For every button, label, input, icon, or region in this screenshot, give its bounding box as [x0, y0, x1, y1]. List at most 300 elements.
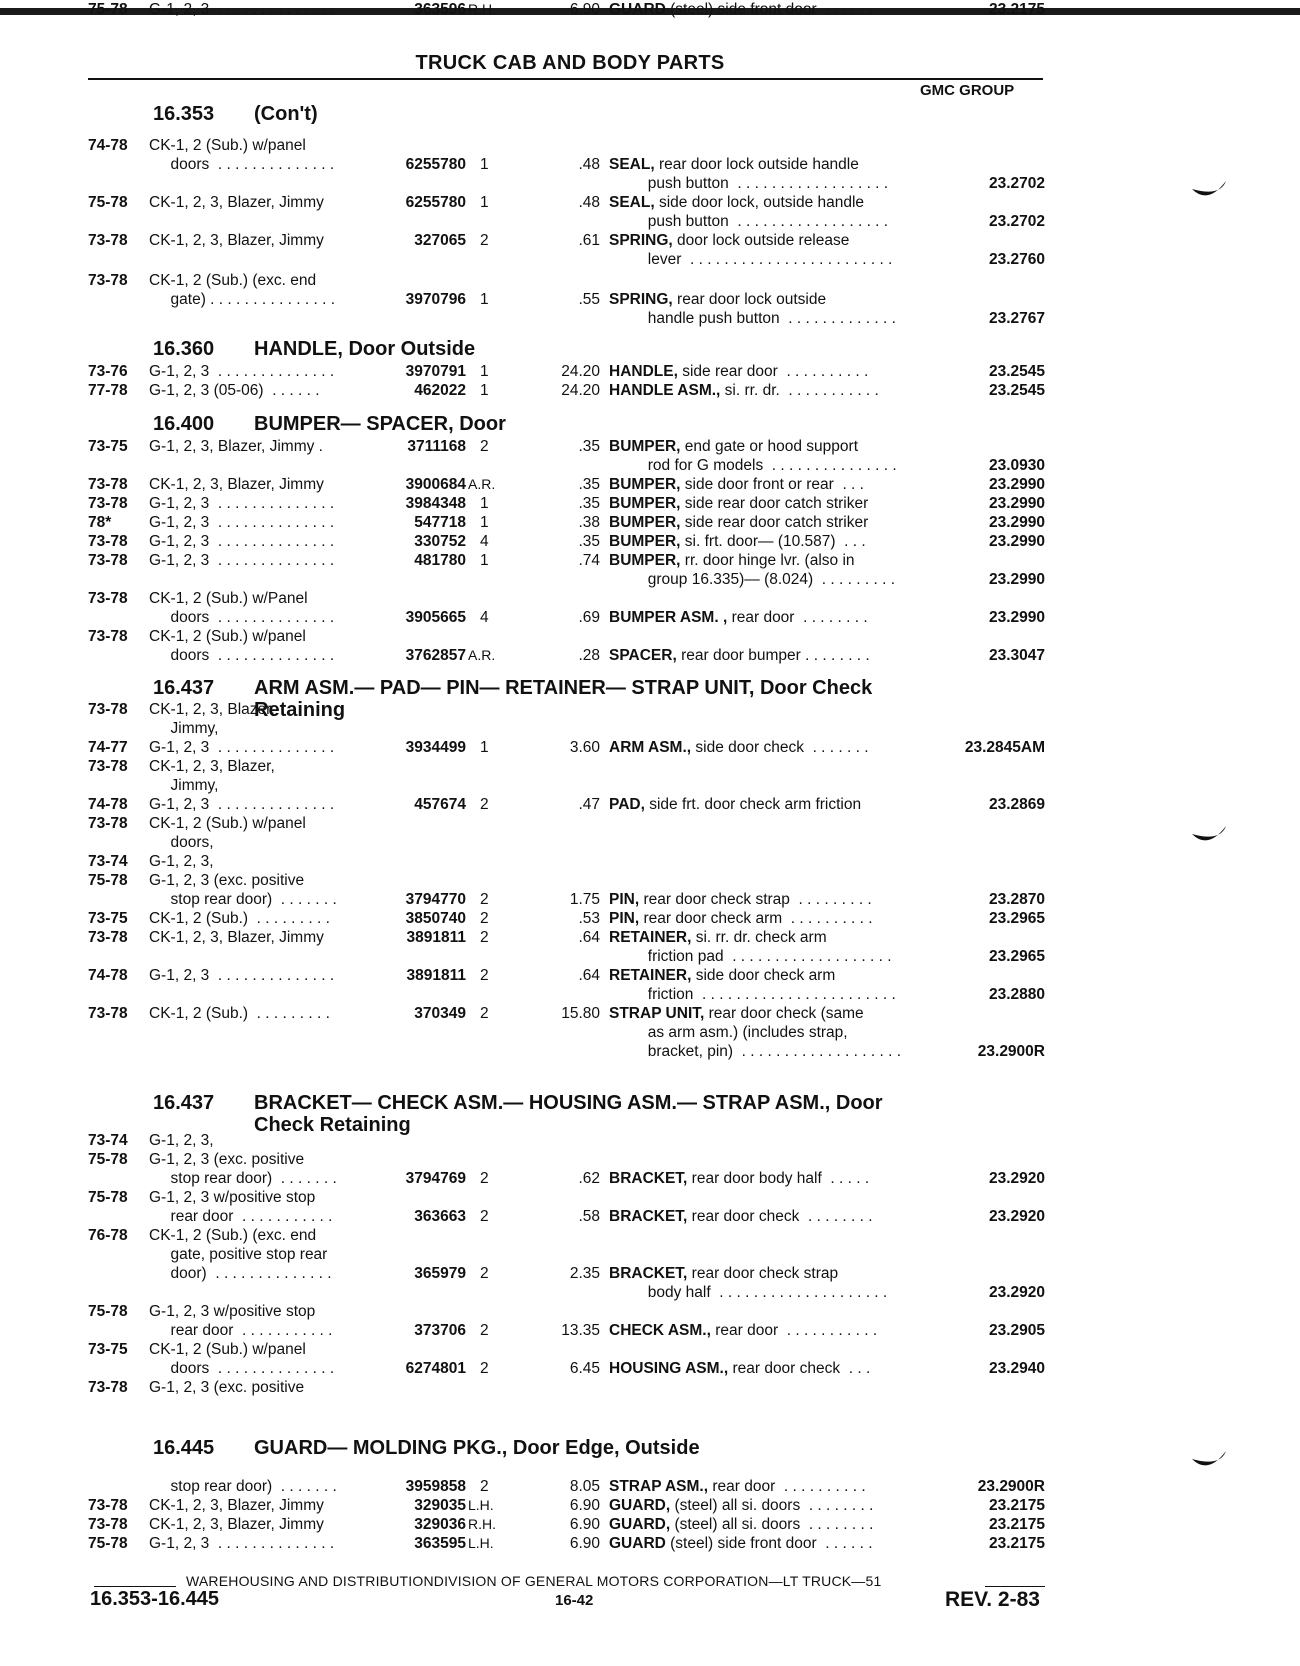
model-applicability: stop rear door) . . . . . . .: [149, 1170, 337, 1187]
section-number: 16.360: [153, 338, 215, 360]
model-years: 75-78: [88, 1303, 128, 1320]
section-number: 16.437: [153, 1092, 215, 1114]
model-applicability: CK-1, 2 (Sub.) w/panel: [149, 815, 306, 832]
model-applicability: G-1, 2, 3,: [149, 1132, 214, 1149]
part-number: 3794769: [405, 1170, 466, 1187]
part-name: BRACKET,: [609, 1170, 688, 1187]
description-text: rear door check . . .: [728, 1360, 871, 1377]
group-number: 23.2990: [988, 571, 1045, 588]
description-text: rod for G models . . . . . . . . . . . . . . .: [609, 457, 897, 474]
price: .38: [578, 514, 600, 531]
section-title: (Con't): [254, 103, 318, 125]
price: .64: [578, 929, 600, 946]
model-applicability: door) . . . . . . . . . . . . . .: [149, 1265, 332, 1282]
group-number: 23.2702: [988, 175, 1045, 192]
price: 8.05: [569, 1478, 600, 1495]
section-number: 16.353: [153, 103, 215, 125]
model-applicability: Jimmy,: [149, 777, 219, 794]
part-name: GUARD,: [609, 1497, 671, 1514]
part-name: ARM ASM.,: [609, 739, 692, 756]
model-years: 73-78: [88, 1516, 128, 1533]
model-applicability: G-1, 2, 3 . . . . . . . . . . . . . .: [149, 533, 335, 550]
description-text: rear door bumper . . . . . . . .: [676, 647, 870, 664]
part-number: 3959858: [405, 1478, 466, 1495]
description-text: friction pad . . . . . . . . . . . . . . . . . . .: [609, 948, 892, 965]
description-text: (steel) side front door . . . . . .: [665, 1, 873, 18]
part-number: 6255780: [405, 156, 466, 173]
quantity: 2: [480, 891, 489, 908]
price: .62: [578, 1170, 600, 1187]
group-number: 23.2870: [988, 891, 1045, 908]
part-number: 3905665: [405, 609, 466, 626]
group-number: 23.2920: [988, 1284, 1045, 1301]
part-name: BUMPER,: [609, 495, 681, 512]
description-text: rear door check strap . . . . . . . . .: [639, 891, 872, 908]
section-heading: [153, 413, 506, 435]
part-name: GUARD: [609, 1535, 666, 1552]
price: 6.90: [569, 1535, 600, 1552]
price: 6.90: [569, 1497, 600, 1514]
model-applicability: CK-1, 2 (Sub.) . . . . . . . . .: [149, 1005, 330, 1022]
group-number: 23.2900R: [977, 1043, 1045, 1060]
model-applicability: G-1, 2, 3 w/positive stop: [149, 1189, 316, 1206]
model-applicability: G-1, 2, 3 . . . . . . . . . . . . . .: [149, 1535, 335, 1552]
quantity: 1: [480, 363, 489, 380]
model-applicability: doors,: [149, 834, 214, 851]
group-number: 23.2845AM: [964, 739, 1045, 756]
part-number: 6255780: [405, 194, 466, 211]
quantity-note: A.R.: [468, 647, 496, 663]
part-number: 3794770: [405, 891, 466, 908]
part-name: SEAL,: [609, 194, 655, 211]
description-text: rear door lock outside: [672, 291, 827, 308]
quantity: 2: [480, 929, 489, 946]
model-years: 73-75: [88, 910, 128, 927]
group-number: 23.2175: [988, 1535, 1045, 1552]
part-number: 363595: [414, 1535, 466, 1552]
description-text: side door lock, outside handle: [654, 194, 865, 211]
part-description: [609, 928, 979, 947]
part-number: 3891811: [406, 967, 466, 984]
model-years: 75-78: [88, 1151, 128, 1168]
model-years: 74-77: [88, 739, 128, 756]
model-years: 75-78: [88, 194, 128, 211]
description-text: side rear door catch striker: [680, 495, 869, 512]
model-applicability: G-1, 2, 3 . . . . . . . . . . . . . .: [149, 552, 335, 569]
section-heading: [153, 1092, 883, 1136]
model-applicability: rear door . . . . . . . . . . .: [149, 1208, 333, 1225]
price: 24.20: [561, 363, 600, 380]
quantity: 1: [480, 382, 489, 399]
part-number: 330752: [414, 533, 466, 550]
model-years: 73-78: [88, 476, 128, 493]
description-text: bracket, pin) . . . . . . . . . . . . . . . . . . .: [609, 1043, 901, 1060]
group-number: 23.2965: [988, 910, 1045, 927]
description-text: body half . . . . . . . . . . . . . . . . . . . .: [609, 1284, 888, 1301]
quantity-note: R.H.: [468, 1516, 496, 1532]
description-text: si. frt. door— (10.587) . . .: [680, 533, 866, 550]
group-number: 23.2990: [988, 495, 1045, 512]
part-name: SEAL,: [609, 156, 655, 173]
section-title: GUARD— MOLDING PKG., Door Edge, Outside: [254, 1437, 700, 1459]
price: .74: [578, 552, 600, 569]
binder-punch-mark: [1190, 1445, 1230, 1475]
model-applicability: G-1, 2, 3 (exc. positive: [149, 1151, 305, 1168]
part-name: SPRING,: [609, 291, 673, 308]
part-number: 373706: [414, 1322, 466, 1339]
quantity: 2: [480, 1360, 489, 1377]
price: 6.90: [569, 1, 600, 18]
price: 6.45: [569, 1360, 600, 1377]
model-applicability: G-1, 2, 3 (exc. positive: [149, 872, 305, 889]
group-number: 23.2990: [988, 609, 1045, 626]
group-number: 23.2760: [988, 251, 1045, 268]
price: .28: [578, 647, 600, 664]
model-years: 73-78: [88, 552, 128, 569]
footer-revision: REV. 2-83: [945, 1588, 1040, 1611]
part-description: [609, 966, 979, 985]
part-description: [609, 551, 979, 570]
model-applicability: CK-1, 2 (Sub.) (exc. end: [149, 1227, 317, 1244]
model-applicability: G-1, 2, 3 . . . . . . . . . . . . . .: [149, 495, 335, 512]
model-years: 73-78: [88, 701, 128, 718]
part-number: 3970796: [405, 291, 466, 308]
model-years: 73-78: [88, 815, 128, 832]
part-number: 462022: [414, 382, 466, 399]
price: .64: [578, 967, 600, 984]
model-years: 73-74: [88, 1132, 128, 1149]
price: 2.35: [569, 1265, 600, 1282]
quantity-note: L.H.: [468, 1535, 494, 1551]
part-name: CHECK ASM.,: [609, 1322, 711, 1339]
title-rule: [88, 78, 1043, 80]
part-number: 6274801: [405, 1360, 466, 1377]
model-applicability: CK-1, 2, 3, Blazer, Jimmy: [149, 476, 324, 493]
model-years: 75-78: [88, 872, 128, 889]
model-applicability: CK-1, 2, 3, Blazer, Jimmy: [149, 929, 324, 946]
group-number: 23.3047: [988, 647, 1045, 664]
model-applicability: G-1, 2, 3 w/positive stop: [149, 1303, 316, 1320]
group-number: 23.2940: [988, 1360, 1045, 1377]
quantity: 1: [480, 156, 489, 173]
description-text: rr. door hinge lvr. (also in: [680, 552, 855, 569]
price: 6.90: [569, 1516, 600, 1533]
section-title: BRACKET— CHECK ASM.— HOUSING ASM.— STRAP ASM., Door: [254, 1092, 883, 1114]
part-name: BUMPER,: [609, 533, 681, 550]
price: 15.80: [561, 1005, 600, 1022]
part-description: [609, 231, 979, 250]
description-text: side rear door catch striker: [680, 514, 869, 531]
model-years: 73-76: [88, 363, 128, 380]
model-years: 73-78: [88, 1497, 128, 1514]
price: .35: [578, 476, 600, 493]
footer-page-number: 16-42: [555, 1592, 594, 1609]
model-applicability: gate, positive stop rear: [149, 1246, 328, 1263]
model-applicability: G-1, 2, 3 . . . . . . . . . . . . . .: [149, 739, 335, 756]
description-text: rear door check arm . . . . . . . . . .: [639, 910, 873, 927]
part-name: HANDLE,: [609, 363, 678, 380]
description-text: end gate or hood support: [680, 438, 859, 455]
quantity: 2: [480, 1170, 489, 1187]
model-applicability: CK-1, 2, 3, Blazer, Jimmy: [149, 1497, 324, 1514]
quantity-note: L.H.: [468, 1497, 494, 1513]
quantity: 1: [480, 552, 489, 569]
description-text: rear door check (same: [704, 1005, 864, 1022]
part-description: [609, 437, 979, 456]
description-text: rear door check . . . . . . . .: [687, 1208, 873, 1225]
description-text: side rear door . . . . . . . . . .: [677, 363, 869, 380]
description-text: push button . . . . . . . . . . . . . . . . . .: [609, 213, 889, 230]
model-years: 77-78: [88, 382, 128, 399]
part-number: 363663: [414, 1208, 466, 1225]
part-number: 3900684: [405, 476, 466, 493]
section-number: 16.437: [153, 677, 215, 699]
model-years: 78*: [88, 514, 112, 531]
part-number: 329036: [414, 1516, 466, 1533]
price: .35: [578, 533, 600, 550]
model-applicability: stop rear door) . . . . . . .: [149, 891, 337, 908]
section-number: 16.445: [153, 1437, 215, 1459]
model-applicability: CK-1, 2 (Sub.) w/Panel: [149, 590, 308, 607]
group-number: 23.2175: [988, 1, 1045, 18]
quantity: 2: [480, 1478, 489, 1495]
model-applicability: CK-1, 2, 3, Blazer, Jimmy: [149, 232, 324, 249]
model-applicability: CK-1, 2 (Sub.) . . . . . . . . .: [149, 910, 330, 927]
price: 3.60: [569, 739, 600, 756]
part-name: BUMPER,: [609, 476, 681, 493]
part-name: GUARD: [609, 1, 666, 18]
part-description: [609, 155, 979, 174]
model-applicability: doors . . . . . . . . . . . . . .: [149, 609, 335, 626]
model-applicability: gate) . . . . . . . . . . . . . . .: [149, 291, 336, 308]
price: .47: [578, 796, 600, 813]
model-years: 73-78: [88, 1005, 128, 1022]
quantity: 2: [480, 1322, 489, 1339]
section-heading: [153, 1437, 700, 1459]
group-label: GMC GROUP: [920, 82, 1015, 99]
description-text: side frt. door check arm friction: [644, 796, 862, 813]
description-text: rear door body half . . . . .: [687, 1170, 870, 1187]
group-number: 23.2920: [988, 1170, 1045, 1187]
section-heading: [153, 338, 475, 360]
part-number: 363596: [414, 1, 466, 18]
price: .53: [578, 910, 600, 927]
description-text: friction . . . . . . . . . . . . . . . . . . . . . . .: [609, 986, 896, 1003]
part-description: [609, 1264, 979, 1283]
part-name: BUMPER,: [609, 514, 681, 531]
model-years: 75-78: [88, 1189, 128, 1206]
price: .69: [578, 609, 600, 626]
model-applicability: CK-1, 2, 3, Blazer, Jimmy: [149, 194, 324, 211]
model-applicability: CK-1, 2, 3, Blazer, Jimmy: [149, 1516, 324, 1533]
model-years: 73-78: [88, 1379, 128, 1396]
quantity: 1: [480, 495, 489, 512]
model-years: 73-78: [88, 232, 128, 249]
binder-punch-mark: [1190, 820, 1230, 850]
part-number: 3970791: [405, 363, 466, 380]
model-applicability: doors . . . . . . . . . . . . . .: [149, 647, 335, 664]
price: .58: [578, 1208, 600, 1225]
description-text: rear door check strap: [687, 1265, 839, 1282]
part-name: PAD,: [609, 796, 645, 813]
model-applicability: rear door . . . . . . . . . . .: [149, 1322, 333, 1339]
model-applicability: CK-1, 2 (Sub.) w/panel: [149, 628, 306, 645]
group-number: 23.2990: [988, 476, 1045, 493]
model-years: 75-78: [88, 1, 128, 18]
section-heading: [153, 103, 318, 125]
description-text: side door check . . . . . . .: [691, 739, 869, 756]
quantity: 1: [480, 291, 489, 308]
part-number: 327065: [414, 232, 466, 249]
group-number: 23.2702: [988, 213, 1045, 230]
section-title: ARM ASM.— PAD— PIN— RETAINER— STRAP UNIT, Door Check: [254, 677, 873, 699]
model-years: 73-74: [88, 853, 128, 870]
price: .61: [578, 232, 600, 249]
quantity: 2: [480, 796, 489, 813]
group-number: 23.2920: [988, 1208, 1045, 1225]
quantity: 2: [480, 1005, 489, 1022]
quantity: 1: [480, 194, 489, 211]
part-name: SPRING,: [609, 232, 673, 249]
section-title-continued: Retaining: [254, 699, 346, 721]
part-number: 3762857: [405, 647, 466, 664]
description-text: rear door . . . . . . . . . . .: [710, 1322, 878, 1339]
part-name: RETAINER,: [609, 929, 692, 946]
quantity: 2: [480, 1208, 489, 1225]
model-applicability: doors . . . . . . . . . . . . . .: [149, 1360, 335, 1377]
part-name: STRAP UNIT,: [609, 1005, 705, 1022]
model-years: 76-78: [88, 1227, 128, 1244]
part-name: BUMPER ASM. ,: [609, 609, 728, 626]
quantity-note: R.H.: [468, 1, 496, 17]
description-text: as arm asm.) (includes strap,: [609, 1024, 848, 1041]
part-name: PIN,: [609, 910, 640, 927]
quantity: 2: [480, 910, 489, 927]
model-years: 73-78: [88, 495, 128, 512]
section-title: BUMPER— SPACER, Door: [254, 413, 506, 435]
model-years: 73-78: [88, 929, 128, 946]
part-number: 547718: [414, 514, 466, 531]
model-years: 73-78: [88, 272, 128, 289]
part-number: 3711168: [407, 438, 466, 455]
model-years: 74-78: [88, 796, 128, 813]
part-number: 457674: [414, 796, 466, 813]
model-applicability: G-1, 2, 3, Blazer, Jimmy .: [149, 438, 323, 455]
group-number: 23.2880: [988, 986, 1045, 1003]
description-text: si. rr. dr. check arm: [691, 929, 827, 946]
quantity: 4: [480, 533, 489, 550]
description-text: side door front or rear . . .: [680, 476, 864, 493]
part-number: 481780: [414, 552, 466, 569]
part-description: [609, 1004, 979, 1023]
part-name: STRAP ASM.,: [609, 1478, 709, 1495]
group-number: 23.2900R: [977, 1478, 1045, 1495]
footer-division: WAREHOUSING AND DISTRIBUTIONDIVISION OF GENERAL MOTORS CORPORATION—LT TRUCK—51: [186, 1573, 882, 1589]
price: .35: [578, 438, 600, 455]
group-number: 23.2965: [988, 948, 1045, 965]
quantity: 2: [480, 1265, 489, 1282]
model-applicability: CK-1, 2 (Sub.) (exc. end: [149, 272, 317, 289]
part-name: BRACKET,: [609, 1208, 688, 1225]
model-applicability: CK-1, 2 (Sub.) w/panel: [149, 137, 306, 154]
description-text: (steel) all si. doors . . . . . . . .: [670, 1497, 874, 1514]
part-name: BRACKET,: [609, 1265, 688, 1282]
quantity: 2: [480, 232, 489, 249]
model-applicability: G-1, 2, 3 . . . . . . . . . . . . . .: [149, 363, 335, 380]
model-years: 73-78: [88, 628, 128, 645]
footer-section-range: 16.353-16.445: [90, 1588, 220, 1610]
description-text: door lock outside release: [672, 232, 850, 249]
model-applicability: Jimmy,: [149, 720, 219, 737]
price: .55: [578, 291, 600, 308]
group-number: 23.2990: [988, 533, 1045, 550]
part-description: [609, 1023, 979, 1042]
quantity: 1: [480, 739, 489, 756]
model-applicability: G-1, 2, 3 . . . . . . . . . . . . . .: [149, 796, 335, 813]
price: 13.35: [561, 1322, 600, 1339]
price: 24.20: [561, 382, 600, 399]
group-number: 23.2175: [988, 1516, 1045, 1533]
description-text: rear door . . . . . . . . . .: [708, 1478, 866, 1495]
group-number: 23.2545: [988, 382, 1045, 399]
model-applicability: G-1, 2, 3 (exc. positive: [149, 1379, 305, 1396]
quantity: 2: [480, 438, 489, 455]
footer-rule: [94, 1586, 176, 1587]
page-title: TRUCK CAB AND BODY PARTS: [415, 52, 725, 74]
model-applicability: G-1, 2, 3,: [149, 853, 214, 870]
part-name: BUMPER,: [609, 438, 681, 455]
group-number: 23.2175: [988, 1497, 1045, 1514]
part-number: 3850740: [405, 910, 466, 927]
price: 1.75: [569, 891, 600, 908]
model-applicability: CK-1, 2, 3, Blazer,: [149, 758, 275, 775]
description-text: lever . . . . . . . . . . . . . . . . . . . . . . . .: [609, 251, 893, 268]
binder-punch-mark: [1190, 175, 1230, 205]
price: .35: [578, 495, 600, 512]
part-number: 3934499: [405, 739, 466, 756]
model-years: 74-78: [88, 137, 128, 154]
part-name: PIN,: [609, 891, 640, 908]
model-years: 74-78: [88, 967, 128, 984]
description-text: rear door . . . . . . . .: [727, 609, 868, 626]
model-applicability: CK-1, 2, 3, Blazer,: [149, 701, 275, 718]
group-number: 23.0930: [988, 457, 1045, 474]
description-text: handle push button . . . . . . . . . . . . .: [609, 310, 896, 327]
part-description: [609, 290, 979, 309]
model-applicability: doors . . . . . . . . . . . . . .: [149, 156, 335, 173]
section-title: HANDLE, Door Outside: [254, 338, 476, 360]
part-number: 329035: [414, 1497, 466, 1514]
section-number: 16.400: [153, 413, 215, 435]
model-years: 73-78: [88, 758, 128, 775]
group-number: 23.2990: [988, 514, 1045, 531]
model-applicability: G-1, 2, 3 (05-06) . . . . . .: [149, 382, 320, 399]
part-number: 3891811: [406, 929, 466, 946]
model-applicability: CK-1, 2 (Sub.) w/panel: [149, 1341, 306, 1358]
model-years: 73-78: [88, 533, 128, 550]
description-text: group 16.335)— (8.024) . . . . . . . . .: [609, 571, 896, 588]
price: .48: [578, 156, 600, 173]
description-text: side door check arm: [691, 967, 836, 984]
description-text: rear door lock outside handle: [654, 156, 859, 173]
model-years: 73-78: [88, 590, 128, 607]
footer-rule: [985, 1586, 1045, 1587]
description-text: push button . . . . . . . . . . . . . . . . . .: [609, 175, 889, 192]
section-title-continued: Check Retaining: [254, 1114, 411, 1136]
part-name: HANDLE ASM.,: [609, 382, 721, 399]
part-description: [609, 193, 979, 212]
quantity: 2: [480, 967, 489, 984]
